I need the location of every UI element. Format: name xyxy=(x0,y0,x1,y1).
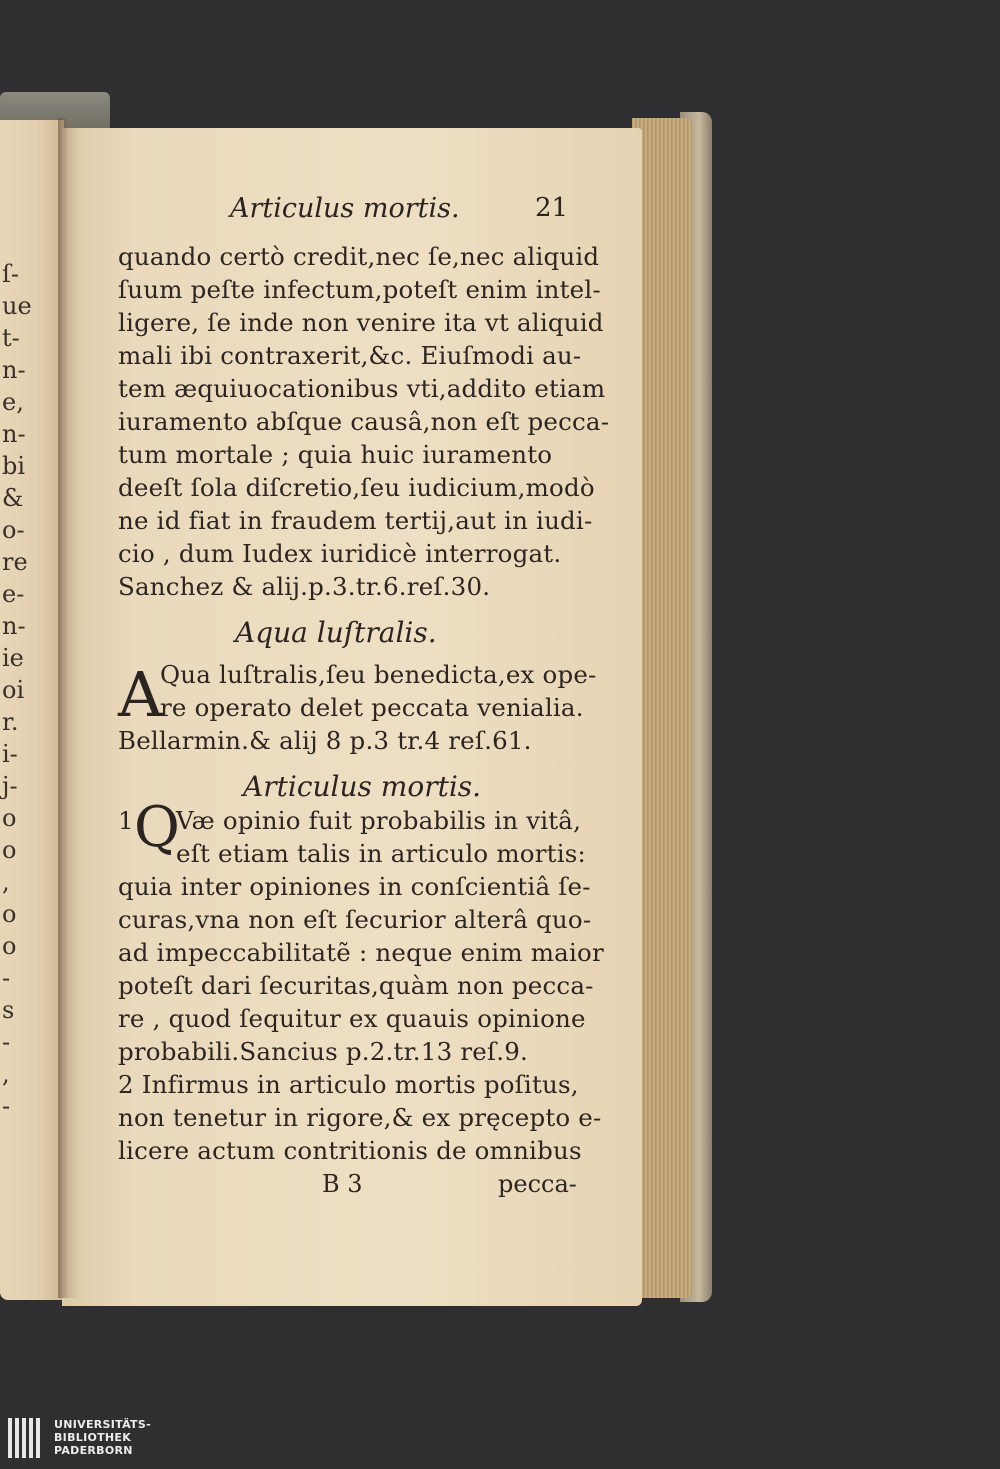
text-line: Sanchez & alij.p.3.tr.6.reſ.30. xyxy=(118,572,491,601)
left-page-fragment: o xyxy=(2,900,17,928)
left-page-fragment: ſ- xyxy=(2,260,19,288)
left-page-fragment: e- xyxy=(2,580,25,608)
section-heading: Aqua luſtralis. xyxy=(235,616,437,649)
drop-initial: Q xyxy=(134,795,180,860)
left-page-fragment: & xyxy=(2,484,24,512)
left-page-fragment: n- xyxy=(2,356,26,384)
logo-line-1: UNIVERSITÄTS- xyxy=(54,1418,151,1431)
left-page-fragment: n- xyxy=(2,612,26,640)
left-page-fragment: - xyxy=(2,1028,11,1056)
drop-initial: A xyxy=(118,658,163,731)
text-line: tum mortale ; quia huic iuramento xyxy=(118,440,553,469)
left-page-fragment: t- xyxy=(2,324,20,352)
left-page-fragment: e, xyxy=(2,388,24,416)
text-line: quia inter opiniones in conſcientiâ ſe- xyxy=(118,872,591,901)
left-page-fragment: j- xyxy=(2,772,18,800)
text-line: Væ opinio fuit probabilis in vitâ, xyxy=(176,806,582,835)
text-line: re operato delet peccata venialia. xyxy=(160,693,584,722)
text-line: ſuum peſte infectum,poteſt enim intel- xyxy=(118,275,601,304)
text-line: iuramento abſque causâ,non eſt pecca- xyxy=(118,407,610,436)
left-page-fragment: bi xyxy=(2,452,26,480)
left-page-fragment: ie xyxy=(2,644,24,672)
left-page-fragment: s xyxy=(2,996,15,1024)
text-line: deeſt ſola diſcretio,ſeu iudicium,modò xyxy=(118,473,595,502)
text-line: probabili.Sancius p.2.tr.13 reſ.9. xyxy=(118,1037,528,1066)
text-line: Qua luſtralis,ſeu benedicta,ex ope- xyxy=(160,660,597,689)
text-line: cio , dum Iudex iuridicè interrogat. xyxy=(118,539,562,568)
library-logo xyxy=(8,1418,151,1462)
left-page-fragment: o- xyxy=(2,516,25,544)
left-page-fragment: - xyxy=(2,964,11,992)
left-page xyxy=(0,120,64,1300)
left-page-fragment: oi xyxy=(2,676,25,704)
catchword: pecca- xyxy=(498,1170,577,1198)
text-line: non tenetur in rigore,& ex pręcepto e- xyxy=(118,1103,602,1132)
left-page-fragment: , xyxy=(2,1060,10,1088)
text-line: ad impeccabilitatẽ : neque enim maior xyxy=(118,938,604,967)
left-page-fragment: r. xyxy=(2,708,19,736)
text-line: licere actum contritionis de omnibus xyxy=(118,1136,582,1165)
text-line: 2 Infirmus in articulo mortis poſitus, xyxy=(118,1070,579,1099)
page-number: 21 xyxy=(535,193,569,223)
left-page-fragment: re xyxy=(2,548,28,576)
text-line: mali ibi contraxerit,&c. Eiuſmodi au- xyxy=(118,341,582,370)
text-line: re , quod ſequitur ex quauis opinione xyxy=(118,1004,586,1033)
paragraph-number: 1 xyxy=(118,806,134,835)
logo-line-3: PADERBORN xyxy=(54,1444,133,1457)
text-line: eſt etiam talis in articulo mortis: xyxy=(176,839,586,868)
logo-text xyxy=(54,1418,151,1457)
signature-mark: B 3 xyxy=(322,1170,363,1198)
left-page-fragment: , xyxy=(2,868,10,896)
left-page-fragment: o xyxy=(2,932,17,960)
left-page-fragment: ue xyxy=(2,292,32,320)
text-line: quando certò credit,nec ſe,nec aliquid xyxy=(118,242,600,271)
left-page-text-fragments xyxy=(0,120,64,1300)
left-page-fragment: i- xyxy=(2,740,18,768)
left-page-fragment: n- xyxy=(2,420,26,448)
spine-gutter xyxy=(58,118,80,1298)
text-line: ligere, ſe inde non venire ita vt aliquid xyxy=(118,308,604,337)
text-line: Bellarmin.& alij 8 p.3 tr.4 reſ.61. xyxy=(118,726,532,755)
text-line: ne id fiat in fraudem tertij,aut in iudi- xyxy=(118,506,593,535)
running-head: Articulus mortis. xyxy=(230,193,460,224)
text-line: tem æquiuocationibus vti,addito etiam xyxy=(118,374,606,403)
section-heading: Articulus mortis. xyxy=(243,770,482,803)
left-page-fragment: o xyxy=(2,836,17,864)
left-page-fragment: o xyxy=(2,804,17,832)
left-page-fragment: - xyxy=(2,1092,11,1120)
text-line: curas,vna non eſt ſecurior alterâ quo- xyxy=(118,905,592,934)
logo-line-2: BIBLIOTHEK xyxy=(54,1431,132,1444)
text-line: poteſt dari ſecuritas,quàm non pecca- xyxy=(118,971,594,1000)
